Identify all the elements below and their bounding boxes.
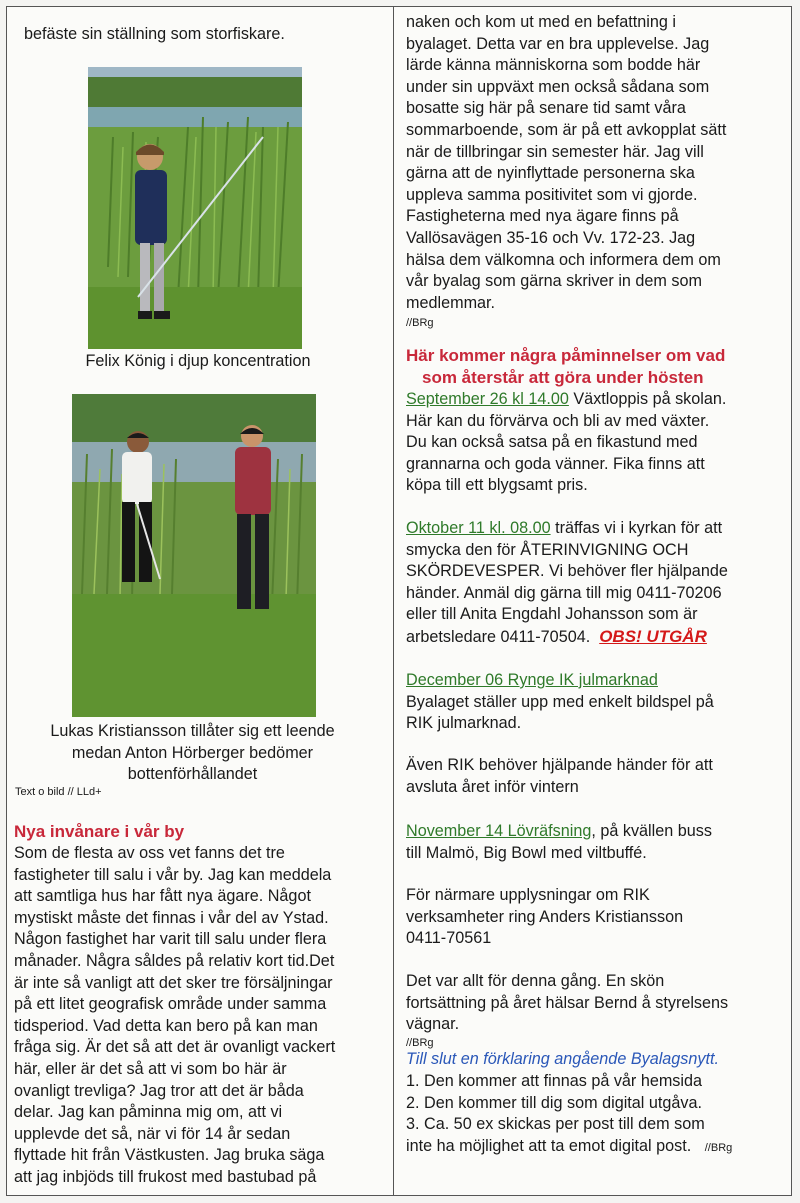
rik-help <box>406 755 790 798</box>
oct-date: Oktober 11 kl. 08.00 <box>406 519 551 537</box>
intro-line: när de tillbringar sin semester här. Jag vill <box>406 142 704 161</box>
dec-heading: December 06 Rynge IK julmarknad <box>406 671 658 689</box>
final-list <box>406 1071 790 1157</box>
article-line: är inte så vanligt att det sker tre försäljningar <box>14 973 333 992</box>
nov-date: November 14 Lövräfsning <box>406 822 592 840</box>
rik-line: Även RIK behöver hjälpande händer för att <box>406 756 713 774</box>
nov-event <box>406 821 790 864</box>
closing-line: fortsättning på året hälsar Bernd å styrelsens <box>406 993 729 1012</box>
article-line: flyttade hit från Västkusten. Jag bruka säga <box>14 1146 325 1165</box>
intro-line: under sin uppväxt men också sådana som <box>406 77 710 96</box>
photo2-caption-line: bottenförhållandet <box>127 765 258 784</box>
oct-line: smycka den för ÅTERINVIGNING OCH <box>406 540 689 559</box>
dec-event <box>406 670 790 735</box>
article-line: ovanligt trevliga? Jag tror att det är båda <box>14 1081 304 1100</box>
closing-text <box>406 971 790 1036</box>
oct-line: eller till Anita Engdahl Johansson som är <box>406 605 698 624</box>
photo-felix-fishing <box>88 67 302 349</box>
article-line: delar. Jag kan påminna mig om, att vi <box>14 1103 283 1122</box>
article-title: Nya invånare i vår by <box>14 822 185 841</box>
info-line: 0411-70561 <box>406 929 492 948</box>
sep-line: köpa till ett blygsamt pris. <box>406 476 588 495</box>
intro-line: gärna att de nyinflyttade personerna ska <box>406 164 695 183</box>
sep-line: Här kan du förvärva och bli av med växter. <box>406 411 710 430</box>
intro-line: naken och kom ut med en befattning i <box>406 13 676 31</box>
final-title: Till slut en förklaring angående Byalagsnytt. <box>406 1050 719 1068</box>
intro-line: bosatte sig här på senare tid samt våra <box>406 99 686 118</box>
left-top-line: befäste sin ställning som storfiskare. <box>24 25 285 43</box>
final-last: inte ha möjlighet att ta emot digital post. <box>406 1136 692 1155</box>
article-line: på ett litet geografisk område under samma <box>14 995 327 1014</box>
article-line: att jag inbjöds till frukost med bastubad på <box>14 1167 317 1186</box>
article-line: Som de flesta av oss vet fanns det tre <box>14 844 285 862</box>
intro-line: byalaget. Detta var en bra upplevelse. Jag <box>406 34 710 53</box>
photo2-caption-line: medan Anton Hörberger bedömer <box>71 743 314 762</box>
article-line: Någon fastighet har varit till salu under flera <box>14 930 327 949</box>
dec-line: Byalaget ställer upp med enkelt bildspel på <box>406 692 714 711</box>
article-line: upplevde det så, när vi för 14 år sedan <box>14 1124 291 1143</box>
intro-line: vår byalag som gärna skriver in dem som <box>406 272 702 291</box>
sep-first: Växtloppis på skolan. <box>568 390 727 408</box>
reminder-title-line: Här kommer några påminnelser om vad <box>406 346 726 365</box>
intro-line: Vallösavägen 35-16 och Vv. 172-23. Jag <box>406 228 696 247</box>
closing-line: Det var allt för denna gång. En skön <box>406 972 665 990</box>
rik-line: avsluta året inför vintern <box>406 777 579 796</box>
article-line: fastigheter till salu i vår by. Jag kan meddela <box>14 865 332 884</box>
signature-3: //BRg <box>704 1141 733 1154</box>
obs-cancelled: OBS! UTGÅR <box>599 626 707 646</box>
column-divider <box>393 6 394 1196</box>
oct-last: arbetsledare 0411-70504. <box>406 627 591 646</box>
sep-event <box>406 389 790 497</box>
oct-first: träffas vi i kyrkan för att <box>550 519 723 537</box>
final-line: 2. Den kommer till dig som digital utgåva. <box>406 1093 702 1112</box>
article-body <box>14 843 389 1189</box>
intro-text <box>406 12 790 314</box>
reminder-title <box>406 345 790 389</box>
article-line: fråga sig. Är det så att det är ovanligt vackert <box>14 1038 336 1057</box>
intro-line: Fastigheterna med nya ägare finns på <box>406 207 679 226</box>
oct-line: händer. Anmäl dig gärna till mig 0411-70206 <box>406 583 722 602</box>
oct-line: SKÖRDEVESPER. Vi behöver fler hjälpande <box>406 562 728 581</box>
article-line: månader. Några såldes på relativ kort tid.Det <box>14 951 335 970</box>
closing-line: vägnar. <box>406 1015 460 1034</box>
sep-line: grannarna och goda vänner. Fika finns att <box>406 454 705 473</box>
reminder-title-line: som återstår att göra under hösten <box>422 368 704 387</box>
photo1-caption: Felix König i djup koncentration <box>85 352 311 370</box>
signature-1: //BRg <box>406 317 434 329</box>
article-line: mystiskt måste det finnas i vår del av Ystad. <box>14 908 329 927</box>
oct-event <box>406 518 790 649</box>
photo2-caption-line: Lukas Kristiansson tillåter sig ett leende <box>50 722 335 740</box>
intro-line: lärde känna människorna som bodde här <box>406 56 701 75</box>
article-line: tidsperiod. Vad detta kan bero på kan man <box>14 1016 318 1035</box>
intro-line: hälsa dem välkomna och informera dem om <box>406 250 721 269</box>
sep-line: Du kan också satsa på en fikastund med <box>406 433 698 452</box>
intro-line: uppleva samma positivitet som vi gjorde. <box>406 185 698 204</box>
info-line: verksamheter ring Anders Kristiansson <box>406 907 684 926</box>
dec-line: RIK julmarknad. <box>406 714 522 733</box>
final-line: 1. Den kommer att finnas på vår hemsida <box>406 1072 703 1090</box>
final-line: 3. Ca. 50 ex skickas per post till dem som <box>406 1115 705 1134</box>
intro-line: sommarboende, som är på ett avkopplat sätt <box>406 120 727 139</box>
signature-2: //BRg <box>406 1037 434 1049</box>
article-line: att samtliga hus har fått nya ägare. Något <box>14 887 311 906</box>
sep-date: September 26 kl 14.00 <box>406 390 569 408</box>
photo2-caption <box>14 721 371 786</box>
info-text <box>406 885 790 950</box>
info-line: För närmare upplysningar om RIK <box>406 886 650 904</box>
article-line: här, eller är det så att vi som bo här är <box>14 1059 287 1078</box>
nov-first: , på kvällen buss <box>591 822 712 840</box>
nov-line: till Malmö, Big Bowl med viltbuffé. <box>406 843 647 862</box>
photo-two-boys <box>72 394 316 717</box>
photo-credit: Text o bild // LLd+ <box>15 786 102 798</box>
intro-line: medlemmar. <box>406 293 496 312</box>
